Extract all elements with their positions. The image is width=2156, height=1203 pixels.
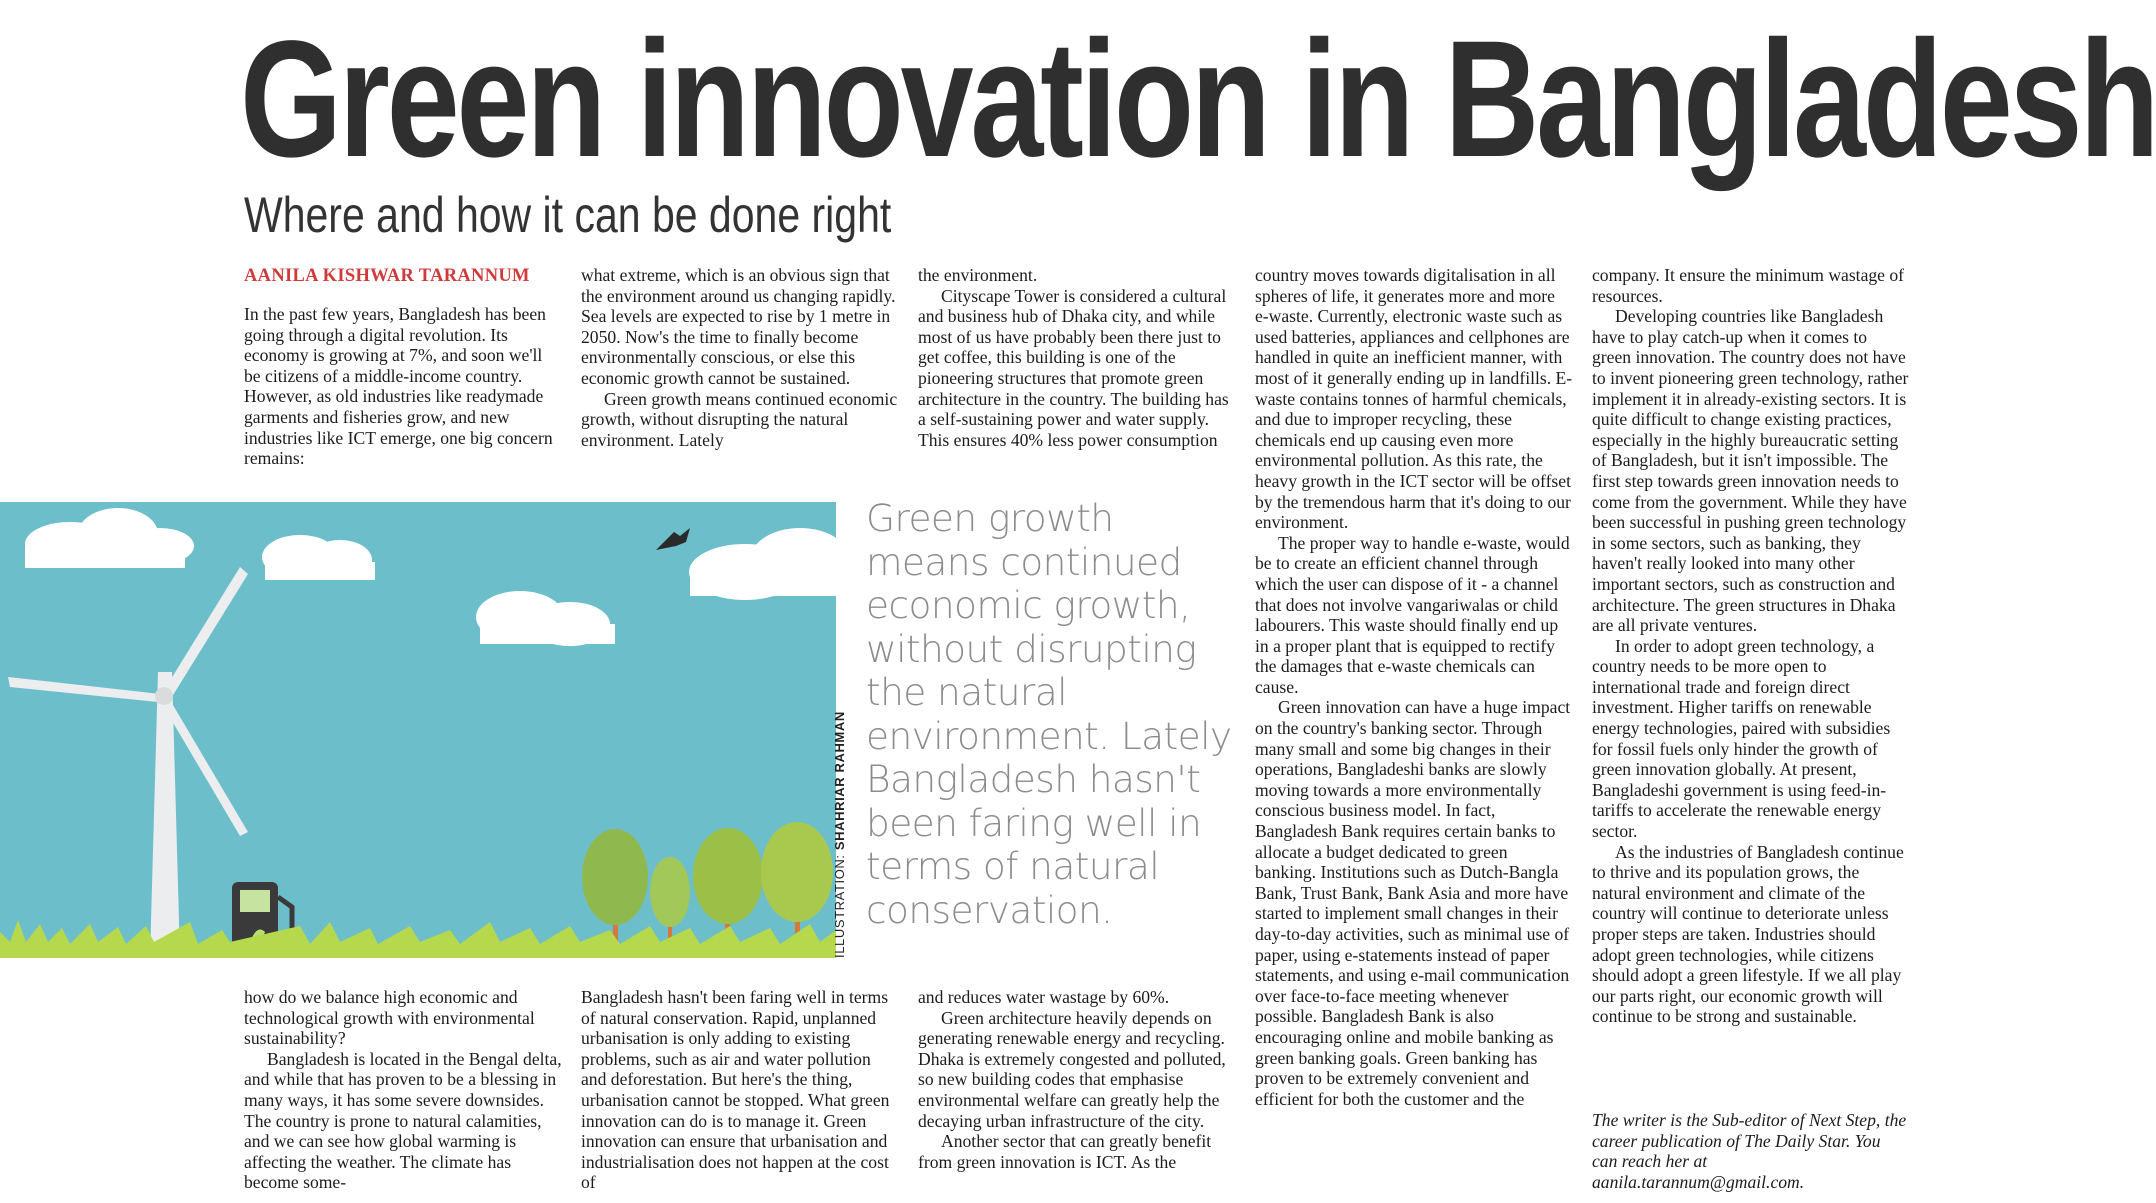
paragraph: company. It ensure the minimum wastage of resources.	[1592, 265, 1905, 306]
column-2-top	[581, 265, 898, 450]
column-3-bottom	[918, 987, 1236, 1172]
paragraph: In the past few years, Bangladesh has been going through a digital revolution. Its economy is growing at 7%, and soon we'll be citizens of a middle-income country. However, as old industries like readymade garments and fisheries grow, and new industries like ICT emerge, one big concern remains:	[244, 304, 553, 469]
paragraph: Another sector that can greatly benefit from green innovation is ICT. As the	[918, 1131, 1212, 1172]
paragraph: Developing countries like Bangladesh have to play catch-up when it comes to green innovation. The country does not have to invent pioneering green technology, rather implement it in already-existing sectors. It is quite difficult to change existing practices, especially in the highly bureaucratic setting of Bangladesh, but it isn't impossible. The first step towards green innovation needs to come from the government. While they have been successful in pushing green technology in some sectors, such as banking, they haven't really looked into many other important sectors, such as construction and architecture. The green structures in Dhaka are all private ventures.	[1592, 306, 1909, 636]
paragraph: the environment.	[918, 265, 1038, 285]
paragraph: Green architecture heavily depends on generating renewable energy and recycling. Dhaka is extremely congested and polluted, so new building codes that emphasise environmental welfare can greatly help the decaying urban infrastructure of the city.	[918, 1007, 1226, 1131]
paragraph: country moves towards digitalisation in all spheres of life, it generates more and more e-waste. Currently, electronic waste such as used batteries, appliances and cellphones are handled in quite an inefficient manner, with most of it generally ending up in landfills. E-waste contains tonnes of harmful chemicals, and due to improper recycling, these chemicals end up causing even more environmental pollution. As this rate, the heavy growth in the ICT sector will be offset by the tremendous harm that it's doing to our environment.	[1255, 265, 1573, 533]
column-2-bottom	[581, 987, 898, 1193]
column-4	[1255, 265, 1573, 1109]
paragraph: how do we balance high economic and technological growth with environmental sustainability?	[244, 987, 535, 1049]
author-tagline: The writer is the Sub-editor of Next Step, the career publication of The Daily Star. You can reach her at aanila.tarannum@gmail.com.	[1592, 1110, 1907, 1192]
column-5	[1592, 265, 1910, 1027]
credit-label: ILLUSTRATION:	[832, 850, 847, 958]
paragraph: Bangladesh is located in the Bengal delta, and while that has proven to be a blessing in many ways, it has some severe downsides. The country is prone to natural calamities, and we can see how global warming is affecting the weather. The climate has become some-	[244, 1048, 562, 1193]
paragraph: and reduces water wastage by 60%.	[918, 987, 1170, 1007]
wind-turbine-illustration	[0, 502, 836, 958]
column-1-bottom	[244, 987, 562, 1193]
subheadline: Where and how it can be done right	[244, 187, 892, 243]
pull-quote: Green growth means continued economic growth, without disrupting the natural environment. Lately Bangladesh hasn't been faring well in terms of natural conservation.	[866, 496, 1232, 932]
headline: Green innovation in Bangladesh	[240, 7, 2156, 192]
paragraph: The proper way to handle e-waste, would be to create an efficient channel through which the user can dispose of it - a channel that does not involve vangariwalas or child labourers. This waste should finally end up in a proper plant that is equipped to rectify the damages that e-waste chemicals can cause.	[1255, 532, 1570, 697]
paragraph: Green growth means continued economic growth, without disrupting the natural environment. Lately	[581, 388, 898, 450]
illustration-credit	[832, 711, 847, 958]
column-1-top	[244, 304, 562, 469]
paragraph: Cityscape Tower is considered a cultural and business hub of Dhaka city, and while most of us have probably been there just to get coffee, this building is one of the pioneering structures that promote green architecture in the country. The building has a self-sustaining power and water supply. This ensures 40% less power consumption	[918, 285, 1229, 450]
paragraph: In order to adopt green technology, a country needs to be more open to international trade and foreign direct investment. Higher tariffs on renewable energy technologies, paired with subsidies for fossil fuels only hinder the growth of green innovation globally. At present, Bangladeshi government is using feed-in-tariffs to accelerate the renewable energy sector.	[1592, 635, 1891, 842]
paragraph: Green innovation can have a huge impact on the country's banking sector. Through many small and some big changes in their operations, Bangladeshi banks are slowly moving towards a more environmentally conscious business model. In fact, Bangladesh Bank requires certain banks to allocate a budget dedicated to green banking. Institutions such as Dutch-Bangla Bank, Trust Bank, Bank Asia and more have started to implement small changes in their day-to-day activities, such as minimal use of paper, using e-statements instead of paper statements, and using e-mail communication over face-to-face meeting whenever possible. Bangladesh Bank is also encouraging online and mobile banking as green banking goals. Green banking has proven to be extremely convenient and efficient for both the customer and the	[1255, 697, 1571, 1109]
paragraph: Bangladesh hasn't been faring well in terms of natural conservation. Rapid, unplanned urbanisation is only adding to existing problems, such as air and water pollution and deforestation. But here's the thing, urbanisation cannot be stopped. What green innovation can do is to manage it. Green innovation can ensure that urbanisation and industrialisation does not happen at the cost of	[581, 987, 890, 1193]
paragraph: As the industries of Bangladesh continue to thrive and its population grows, the natural environment and climate of the country will continue to deteriorate unless proper steps are taken. Industries should adopt green technologies, while citizens should adopt a green lifestyle. If we all play our parts right, our economic growth will continue to be strong and sustainable.	[1592, 841, 1904, 1027]
column-3-top	[918, 265, 1236, 450]
credit-name: SHAHRIAR RAHMAN	[832, 711, 847, 851]
byline: AANILA KISHWAR TARANNUM	[244, 266, 530, 286]
paragraph: what extreme, which is an obvious sign that the environment around us changing rapidly. Sea levels are expected to rise by 1 metre in 2050. Now's the time to finally become environmentally conscious, or else this economic growth cannot be sustained.	[581, 265, 896, 388]
